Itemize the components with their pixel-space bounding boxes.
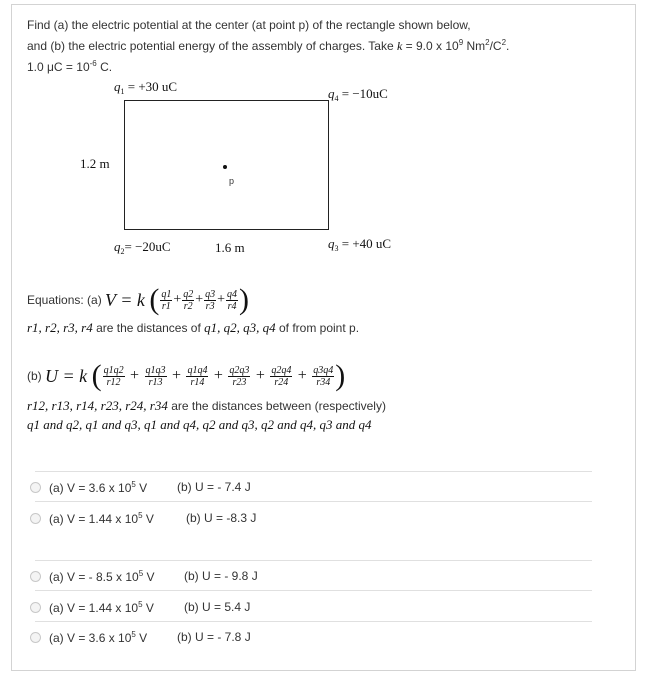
k-symbol: k xyxy=(396,39,403,53)
fraction-q1q2-r12: $\frac{q1q2}{r12}$ xyxy=(103,364,124,388)
fraction-q2q3-r23: $\frac{q2q3}{r23}$ xyxy=(229,364,250,388)
fraction-q3-r3: $\frac{q3}{r3}$ xyxy=(205,288,216,312)
charge-q2-label: $q_2= -20uC$ xyxy=(114,239,171,256)
charge-q1-label: $q_1 = +30$ uC xyxy=(114,79,178,96)
answer-option-1-b: (b) U = - 7.4 J xyxy=(177,480,251,494)
width-label: 1.6 m xyxy=(215,240,245,255)
point-p-label: p xyxy=(229,176,235,186)
answer-option-3-b: (b) U = - 9.8 J xyxy=(184,569,258,583)
charge-q3-label: $q_3 = +40$ uC xyxy=(328,236,392,253)
answer-option-1-a: (a) V = 3.6 x $10^5$ V xyxy=(49,480,148,495)
answer-option-5-a: (a) V = 3.6 x $10^5$ V xyxy=(49,630,148,645)
question-text xyxy=(27,17,509,76)
fraction-q1-r1: $\frac{q1}{r1}$ xyxy=(161,288,172,312)
equation-b-pairs: q1 and q2, q1 and q3, q1 and q4, q2 and q3, q2 and q4, q3 and q4 xyxy=(27,417,372,432)
divider xyxy=(35,471,592,472)
fraction-q1q4-r14: $\frac{q1q4}{r14}$ xyxy=(187,364,208,388)
answer-option-3-a: (a) V = - 8.5 x $10^5$ V xyxy=(49,569,155,584)
equation-a-lhs: V = k xyxy=(105,290,145,310)
fraction-q2q4-r24: $\frac{q2q4}{r24}$ xyxy=(271,364,292,388)
equation-a: Equations: (a) V = k ( $\frac{q1}{r1}$ + $\frac{q2}{r2}$ + $\frac{q3}{r3}$ + $\frac{q4}{r4}$ ) xyxy=(27,283,250,316)
answer-option-4-b: (b) U = 5.4 J xyxy=(184,600,251,614)
radio-button[interactable] xyxy=(30,571,41,582)
equation-b-note: r12, r13, r14, r23, r24, r34 are the distances between (respectively) xyxy=(27,398,386,413)
question-line-2: and (b) the electric potential energy of the assembly of charges. Take k = 9.0 x $10^9$ $Nm^2/C^2$. xyxy=(27,38,510,53)
height-label: 1.2 m xyxy=(80,156,110,171)
question-line-3: 1.0 $\mu C = 10^{-6}$ C. xyxy=(27,59,113,74)
answer-option-2-a: (a) V = 1.44 x $10^5$ V xyxy=(49,511,154,526)
answer-option-5-b: (b) U = - 7.8 J xyxy=(177,630,251,644)
radio-button[interactable] xyxy=(30,482,41,493)
equation-b-label: (b) xyxy=(27,369,45,383)
divider xyxy=(35,590,592,591)
fraction-q3q4-r34: $\frac{q3q4}{r34}$ xyxy=(313,364,334,388)
radio-button[interactable] xyxy=(30,632,41,643)
answer-option-2-b: (b) U = -8.3 J xyxy=(186,511,257,525)
divider xyxy=(35,560,592,561)
divider xyxy=(35,501,592,502)
equation-b: (b) U = k ( $\frac{q1q2}{r12}$ + $\frac{q1q3}{r13}$ + $\frac{q1q4}{r14}$ + $\frac{q2q3}{r23}$ + $\frac{q2q4}{r24}$ + $\frac{q3q4}{r34}$ ) xyxy=(27,359,346,392)
question-line-1: Find (a) the electric potential at the center (at point p) of the rectangle shown below, xyxy=(27,18,471,32)
fraction-q4-r4: $\frac{q4}{r4}$ xyxy=(227,288,238,312)
center-point-dot xyxy=(223,165,227,169)
radio-button[interactable] xyxy=(30,602,41,613)
equation-a-label: Equations: (a) xyxy=(27,293,106,307)
charge-q4-label: $q_4 = -10uC$ xyxy=(328,86,388,103)
fraction-q2-r2: $\frac{q2}{r2}$ xyxy=(183,288,194,312)
radio-button[interactable] xyxy=(30,513,41,524)
fraction-q1q3-r13: $\frac{q1q3}{r13}$ xyxy=(145,364,166,388)
equation-a-note: r1, r2, r3, r4 are the distances of q1, q2, q3, q4 of from point p. xyxy=(27,320,360,335)
answer-option-4-a: (a) V = 1.44 x $10^5$ V xyxy=(49,600,154,615)
divider xyxy=(35,621,592,622)
equation-b-lhs: U = k xyxy=(45,366,88,386)
